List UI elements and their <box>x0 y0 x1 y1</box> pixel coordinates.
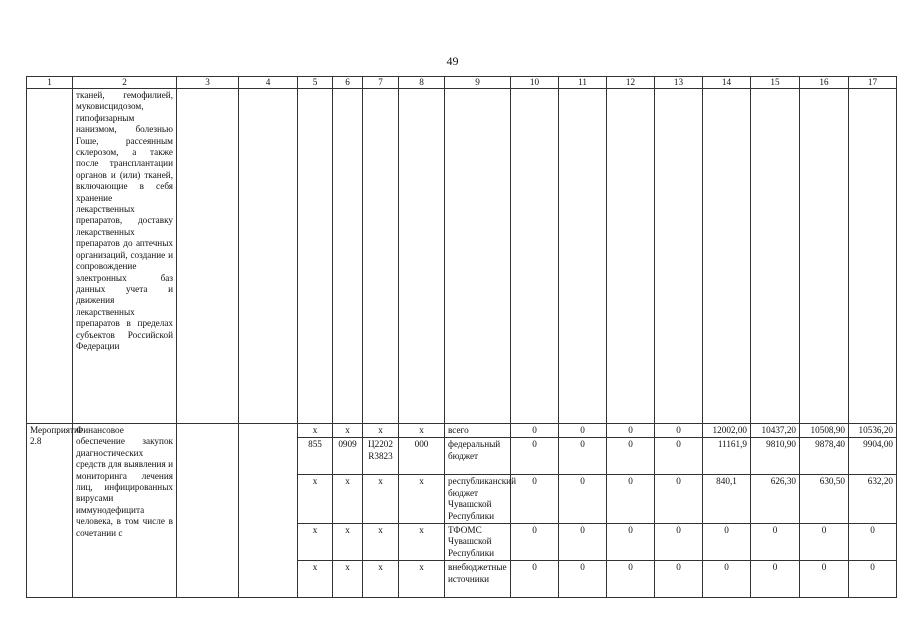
table-cell <box>655 89 703 424</box>
table-cell: х <box>333 561 363 598</box>
table-cell: х <box>363 524 399 561</box>
table-cell <box>703 89 751 424</box>
table-cell <box>559 89 607 424</box>
table-cell <box>849 89 897 424</box>
table-cell: 0 <box>849 561 897 598</box>
table-cell <box>445 89 511 424</box>
continuation-text: тканей, гемофилией, муковисцидозом, гипофизарным нанизмом, болезнью Гоше, рассеянным склерозом, а также после трансплантации органов и (или) тканей, включающие в себя хранение лекарственных препаратов, доставку лекарственных препаратов до аптечных организаций, создание и сопровождение электронных баз данных учета и движения лекарственных препаратов в пределах субъектов Российской Федерации <box>73 89 177 424</box>
header-cell: 3 <box>177 77 239 89</box>
table-cell <box>239 89 298 424</box>
table-cell <box>239 424 298 598</box>
header-cell: 9 <box>445 77 511 89</box>
header-cell: 2 <box>73 77 177 89</box>
table-cell <box>607 89 655 424</box>
table-row <box>27 424 897 438</box>
header-cell: 4 <box>239 77 298 89</box>
table-cell: 0 <box>655 561 703 598</box>
table-cell: 10508,90 <box>800 424 849 438</box>
header-cell: 13 <box>655 77 703 89</box>
table-cell: х <box>399 561 445 598</box>
table-cell: 11161,9 <box>703 438 751 475</box>
table-cell: х <box>298 524 333 561</box>
table-cell: х <box>333 524 363 561</box>
table-cell: 0 <box>559 475 607 524</box>
table-cell: федеральный бюджет <box>445 438 511 475</box>
table-cell: х <box>298 475 333 524</box>
table-cell: 0 <box>607 438 655 475</box>
table-cell: 10536,20 <box>849 424 897 438</box>
table-cell: х <box>298 561 333 598</box>
table-cell <box>363 89 399 424</box>
header-cell: 10 <box>511 77 559 89</box>
table-cell: 9810,90 <box>751 438 800 475</box>
table-cell: х <box>399 475 445 524</box>
table-cell: 000 <box>399 438 445 475</box>
table-cell: 0 <box>607 475 655 524</box>
table-cell: 12002,00 <box>703 424 751 438</box>
table-cell: ТФОМС Чувашской Республики <box>445 524 511 561</box>
table-cell: 0 <box>751 561 800 598</box>
page-number: 49 <box>446 54 459 68</box>
table-cell: 0 <box>703 561 751 598</box>
table-cell: 0 <box>800 561 849 598</box>
table-cell: 0909 <box>333 438 363 475</box>
header-cell: 12 <box>607 77 655 89</box>
header-cell: 14 <box>703 77 751 89</box>
table-cell <box>27 89 73 424</box>
table-cell: 0 <box>849 524 897 561</box>
continuation-row <box>27 89 897 424</box>
table-cell <box>333 89 363 424</box>
table-cell: 0 <box>607 424 655 438</box>
header-cell: 8 <box>399 77 445 89</box>
header-cell: 17 <box>849 77 897 89</box>
table-cell: внебюджетные источники <box>445 561 511 598</box>
table-cell: 0 <box>511 438 559 475</box>
table-cell: х <box>298 424 333 438</box>
table-cell: 0 <box>703 524 751 561</box>
table-cell: 0 <box>655 424 703 438</box>
table-cell <box>177 89 239 424</box>
header-cell: 5 <box>298 77 333 89</box>
table-cell: 0 <box>559 561 607 598</box>
table-cell: 840,1 <box>703 475 751 524</box>
table-cell: 0 <box>511 561 559 598</box>
header-cell: 1 <box>27 77 73 89</box>
table-cell: республиканский бюджет Чувашской Республики <box>445 475 511 524</box>
table-cell: 0 <box>559 424 607 438</box>
table-cell: Ц2202R3823 <box>363 438 399 475</box>
header-row <box>27 77 897 89</box>
header-cell: 16 <box>800 77 849 89</box>
table-cell: 9904,00 <box>849 438 897 475</box>
table-cell <box>399 89 445 424</box>
table-cell: 855 <box>298 438 333 475</box>
table-cell: х <box>399 424 445 438</box>
table-cell: 0 <box>751 524 800 561</box>
table-cell: х <box>333 424 363 438</box>
table-cell: 0 <box>655 475 703 524</box>
header-cell: 6 <box>333 77 363 89</box>
table-cell: 626,30 <box>751 475 800 524</box>
program-table <box>26 76 897 598</box>
table-cell <box>511 89 559 424</box>
table-cell: 0 <box>800 524 849 561</box>
table-cell: х <box>363 475 399 524</box>
measure-code: Мероприятие 2.8 <box>27 424 73 598</box>
table-cell: всего <box>445 424 511 438</box>
table-cell: 0 <box>607 561 655 598</box>
table-cell: 630,50 <box>800 475 849 524</box>
table-cell: 0 <box>559 438 607 475</box>
table-cell: 0 <box>511 475 559 524</box>
table-cell: 9878,40 <box>800 438 849 475</box>
table-cell: х <box>399 524 445 561</box>
table-cell <box>751 89 800 424</box>
table-cell: 0 <box>511 524 559 561</box>
table-cell <box>800 89 849 424</box>
table-cell: х <box>363 424 399 438</box>
table-cell: 632,20 <box>849 475 897 524</box>
table-cell: х <box>333 475 363 524</box>
table-cell: 0 <box>655 524 703 561</box>
header-cell: 7 <box>363 77 399 89</box>
header-cell: 15 <box>751 77 800 89</box>
table-cell: 10437,20 <box>751 424 800 438</box>
table-cell: 0 <box>655 438 703 475</box>
table-cell <box>298 89 333 424</box>
measure-name: Финансовое обеспечение закупок диагностических средств для выявления и мониторинга лечения лиц, инфицированных вирусами иммунодефицита человека, в том числе в сочетании с <box>73 424 177 598</box>
header-cell: 11 <box>559 77 607 89</box>
table-cell: 0 <box>607 524 655 561</box>
table-cell: 0 <box>511 424 559 438</box>
table-cell: 0 <box>559 524 607 561</box>
table-cell <box>177 424 239 598</box>
table-cell: х <box>363 561 399 598</box>
